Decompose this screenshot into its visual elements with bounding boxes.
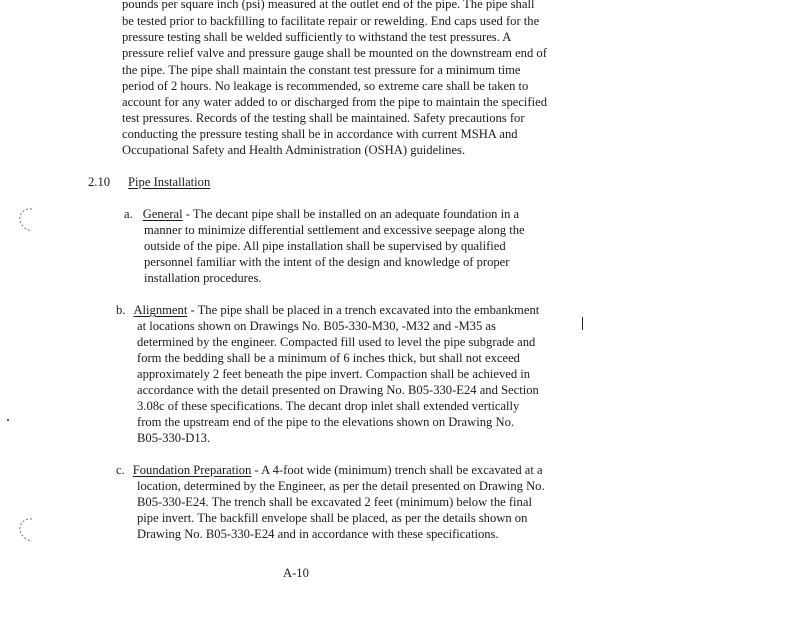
intro-line: pressure testing shall be welded sufficiently to withstand the test pressures. A	[122, 30, 512, 44]
item-b-line: B05-330-D13.	[137, 431, 211, 445]
punch-hole-mark-lower	[14, 516, 36, 544]
punch-hole-mark-upper	[14, 206, 36, 234]
item-a-line: personnel familiar with the intent of the design and knowledge of proper	[144, 255, 510, 269]
page-number: A-10	[283, 566, 309, 580]
intro-line: test pressures. Records of the testing shall be maintained. Safety precautions for	[122, 111, 525, 125]
item-c-letter: c.	[116, 463, 125, 477]
item-a-line: manner to minimize differential settlement and excessive seepage along the	[144, 223, 525, 237]
intro-line: be tested prior to backfilling to facilitate repair or rewelding. End caps used for the	[122, 14, 540, 28]
intro-line: pressure relief valve and pressure gauge shall be mounted on the downstream end of	[122, 46, 547, 60]
section-title: Pipe Installation	[128, 175, 211, 189]
section-number: 2.10	[88, 175, 111, 189]
item-c-line: Drawing No. B05-330-E24 and in accordance with these specifications.	[137, 527, 499, 541]
item-a-line: outside of the pipe. All pipe installation shall be supervised by qualified	[144, 239, 506, 253]
item-b-line: determined by the engineer. Compacted fill used to level the pipe subgrade and	[137, 335, 536, 349]
item-a-first-rest: - The decant pipe shall be installed on an adequate foundation in a	[182, 207, 520, 221]
scan-speck	[7, 419, 9, 421]
item-b-first-line	[116, 302, 539, 318]
item-b-letter: b.	[116, 303, 126, 317]
item-c-line: B05-330-E24. The trench shall be excavated 2 feet (minimum) below the final	[137, 495, 532, 509]
item-c-line: pipe invert. The backfill envelope shall be placed, as per the details shown on	[137, 511, 528, 525]
item-c-line: location, determined by the Engineer, as per the detail presented on Drawing No.	[137, 479, 545, 493]
item-a-line: installation procedures.	[144, 271, 262, 285]
text-cursor	[582, 317, 583, 330]
item-b-line: at locations shown on Drawings No. B05-330-M30, -M32 and -M35 as	[137, 319, 496, 333]
item-b-line: approximately 2 feet beneath the pipe invert. Compaction shall be achieved in	[137, 367, 531, 381]
item-b-line: accordance with the detail presented on Drawing No. B05-330-E24 and Section	[137, 383, 539, 397]
item-c-first-rest: - A 4-foot wide (minimum) trench shall be excavated at a	[251, 463, 543, 477]
item-b-heading: Alignment	[133, 303, 188, 317]
intro-line: account for any water added to or discharged from the pipe to maintain the specified	[122, 95, 548, 109]
section-heading	[88, 174, 210, 190]
intro-line: pounds per square inch (psi) measured at the outlet end of the pipe. The pipe shall	[122, 0, 535, 11]
item-a-letter: a.	[124, 207, 133, 221]
intro-line: the pipe. The pipe shall maintain the constant test pressure for a minimum time	[122, 63, 521, 77]
item-b-line: from the upstream end of the pipe to the elevations shown on Drawing No.	[137, 415, 515, 429]
item-b-line: 3.08c of these specifications. The decant drop inlet shall extended vertically	[137, 399, 520, 413]
item-b-line: form the bedding shall be a minimum of 6 inches thick, but shall not exceed	[137, 351, 520, 365]
intro-line: Occupational Safety and Health Administration (OSHA) guidelines.	[122, 143, 466, 157]
item-a-first-line	[124, 206, 519, 222]
item-c-heading: Foundation Preparation	[132, 463, 252, 477]
item-a-heading: General	[142, 207, 183, 221]
item-b-first-rest: - The pipe shall be placed in a trench excavated into the embankment	[187, 303, 540, 317]
intro-line: conducting the pressure testing shall be in accordance with current MSHA and	[122, 127, 518, 141]
item-c-first-line	[116, 462, 543, 478]
intro-line: period of 2 hours. No leakage is recommended, so extreme care shall be taken to	[122, 79, 529, 93]
